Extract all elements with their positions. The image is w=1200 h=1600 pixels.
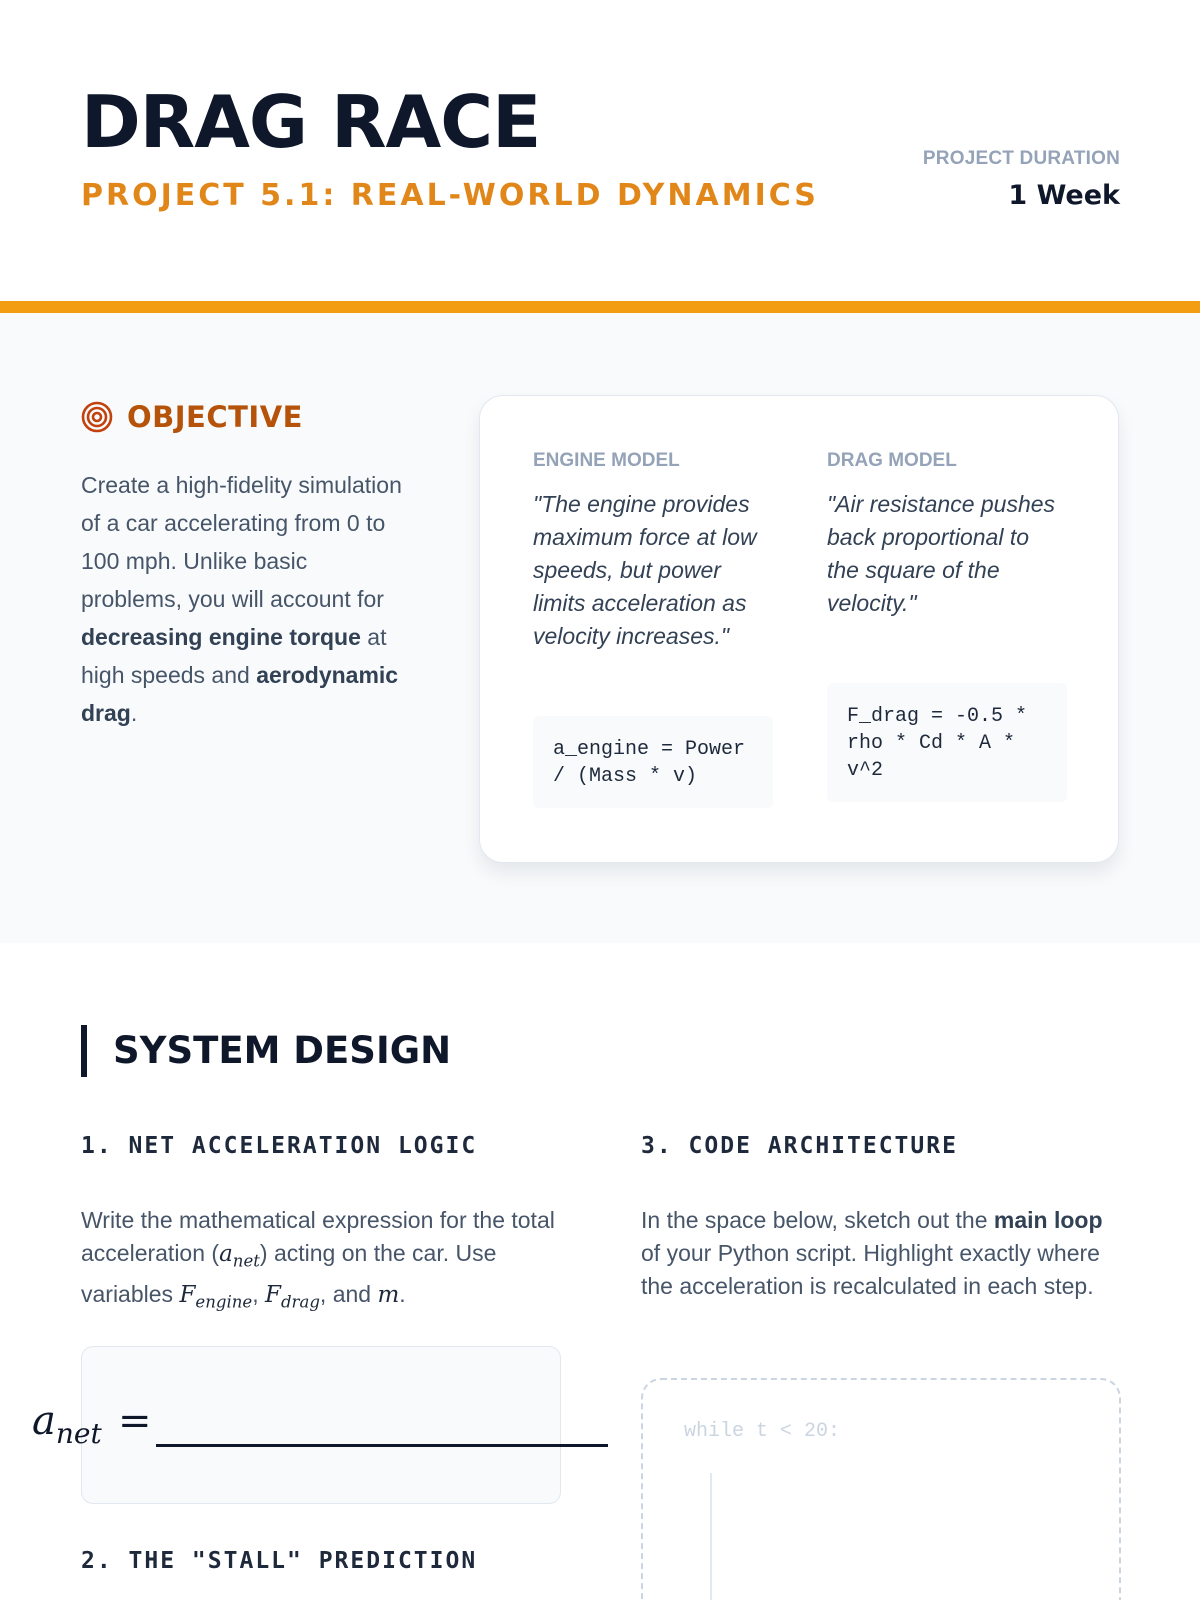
objective-bold-drag: aerodynamic drag xyxy=(81,662,399,726)
duration-value: 1 Week xyxy=(1008,180,1120,211)
engine-model-label: ENGINE MODEL xyxy=(533,450,680,471)
section-1-heading: 1. NET ACCELERATION LOGIC xyxy=(81,1133,478,1159)
section-2-heading: 2. THE "STALL" PREDICTION xyxy=(81,1548,478,1574)
duration-label: PROJECT DURATION xyxy=(922,148,1120,169)
code-line: F_drag = -0.5 * xyxy=(847,705,1028,728)
engine-model-quote: "The engine provides maximum force at low speeds, but power limits acceleration as velocity increases." xyxy=(533,491,757,649)
section-3-bold-main-loop: main loop xyxy=(993,1207,1103,1233)
drag-model-label: DRAG MODEL xyxy=(827,450,957,471)
objective-heading xyxy=(81,400,303,434)
engine-model xyxy=(533,450,773,653)
answer-box[interactable] xyxy=(81,1346,561,1504)
drag-model xyxy=(827,450,1067,620)
engine-code-block xyxy=(533,716,773,808)
section-3-heading: 3. CODE ARCHITECTURE xyxy=(641,1133,958,1159)
answer-equals: = xyxy=(118,1398,152,1444)
objective-title: OBJECTIVE xyxy=(127,400,303,434)
drag-model-quote: "Air resistance pushes back proportional to the square of the velocity." xyxy=(827,491,1056,616)
objective-bold-torque: decreasing engine torque xyxy=(81,624,361,650)
page-title: DRAG RACE xyxy=(81,80,541,164)
code-sketch-area[interactable] xyxy=(641,1378,1121,1600)
models-card xyxy=(479,395,1119,863)
answer-blank-line[interactable] xyxy=(156,1444,608,1447)
objective-text: Create a high-fidelity simulation of a car accelerating from 0 to 100 mph. Unlike basic problems, you will account for decreasing engine torque at high speeds and aerodynamic drag. xyxy=(81,472,402,726)
answer-lhs: $a_{net}$ xyxy=(32,1398,102,1450)
drag-code-block xyxy=(827,683,1067,802)
system-design-title: SYSTEM DESIGN xyxy=(113,1029,452,1072)
header-accent-bar xyxy=(0,301,1200,313)
section-3-text: In the space below, sketch out the main loop of your Python script. Highlight exactly where the acceleration is recalculated in each step. xyxy=(641,1207,1103,1299)
page-header xyxy=(0,0,1200,301)
code-line: v^2 xyxy=(847,759,884,782)
target-icon xyxy=(81,401,113,433)
section-1-text: Write the mathematical expression for the total acceleration $(a_{net})$ acting on the car. Use variables $F_{engine}$, $F_{drag}$, and m. xyxy=(81,1207,555,1312)
sketch-indent-guide xyxy=(710,1473,712,1600)
code-line: / (Mass * v) xyxy=(553,765,698,788)
code-line: a_engine = Power xyxy=(553,738,746,761)
section-marker-bar xyxy=(81,1025,87,1077)
sketch-placeholder-code: while t < 20: xyxy=(684,1420,841,1443)
code-line: rho * Cd * A * xyxy=(847,732,1016,755)
project-subtitle: PROJECT 5.1: REAL-WORLD DYNAMICS xyxy=(81,178,819,213)
